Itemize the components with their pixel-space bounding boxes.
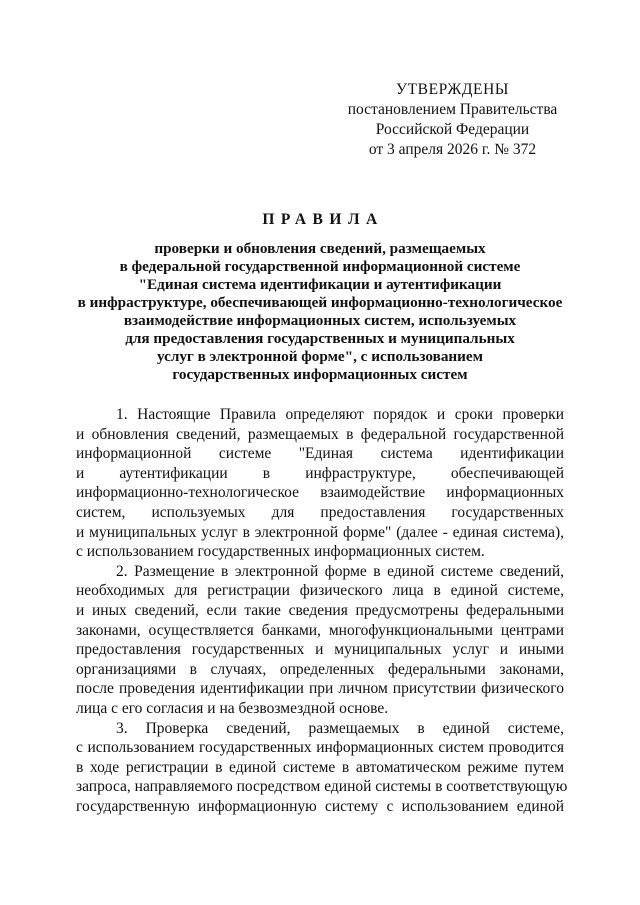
subtitle-line: проверки и обновления сведений, размещаемых <box>154 240 486 257</box>
paragraph-line: и аутентификации в инфраструктуре, обеспечивающей <box>76 464 564 482</box>
approval-stamp: УТВЕРЖДЕНЫ <box>396 81 509 98</box>
paragraph-line: законами, осуществляется банками, многофункциональными центрами <box>76 621 564 639</box>
paragraph-line: информационно-технологическое взаимодействие информационных <box>76 484 564 502</box>
paragraph-line: и муниципальных услуг в электронной форме" (далее - единая система), <box>76 523 564 541</box>
paragraph-line: предоставления государственных и муниципальных услуг и иными <box>76 641 564 659</box>
document-subtitle <box>60 240 580 384</box>
paragraph-3 <box>76 719 568 817</box>
paragraph-line: систем, используемых для предоставления государственных <box>76 503 564 521</box>
approval-line: Российской Федерации <box>375 121 530 138</box>
paragraph-line: лица с его согласия и на безвозмездной основе. <box>76 699 389 717</box>
paragraph-line: 3. Проверка сведений, размещаемых в единой системе, <box>116 719 564 737</box>
paragraph-line: и обновления сведений, размещаемых в федеральной государственной <box>76 425 564 443</box>
subtitle-line: в федеральной государственной информационной системе <box>119 258 521 275</box>
paragraph-line: в ходе регистрации в единой системе в автоматическом режиме путем <box>76 758 564 776</box>
subtitle-line: для предоставления государственных и муниципальных <box>125 330 515 347</box>
paragraph-1 <box>76 405 564 562</box>
paragraph-line: запроса, направляемого посредством единой системы в соответствующую <box>76 778 568 796</box>
paragraph-line: 1. Настоящие Правила определяют порядок и сроки проверки <box>116 406 564 423</box>
paragraph-line: после проведения идентификации при личном присутствии физического <box>76 680 564 698</box>
paragraph-line: информационной системе "Единая система идентификации <box>76 445 564 463</box>
paragraph-line: и иных сведений, если такие сведения предусмотрены федеральными <box>76 601 564 619</box>
approval-line: постановлением Правительства <box>347 101 558 118</box>
subtitle-line: "Единая система идентификации и аутентификации <box>138 276 502 293</box>
approval-block <box>340 80 565 160</box>
paragraph-line: организациями в случаях, определенных федеральными законами, <box>76 660 564 678</box>
paragraph-line: необходимых для регистрации физического лица в единой системе, <box>76 582 564 600</box>
paragraph-line: с использованием государственных информационных систем. <box>76 543 485 561</box>
paragraph-line: с использованием государственных информационных систем проводится <box>76 739 564 757</box>
subtitle-line: государственных информационных систем <box>172 366 468 383</box>
approval-line: от 3 апреля 2026 г. № 372 <box>368 141 537 158</box>
paragraph-line: государственную информационную систему с использованием единой <box>76 797 564 815</box>
subtitle-line: в инфраструктуре, обеспечивающей информационно-технологическое <box>77 294 563 311</box>
subtitle-line: услуг в электронной форме", с использованием <box>156 348 484 365</box>
subtitle-line: взаимодействие информационных систем, используемых <box>123 312 517 329</box>
document-title: ПРАВИЛА <box>262 211 384 228</box>
document-body <box>76 405 568 816</box>
paragraph-line: 2. Размещение в электронной форме в единой системе сведений, <box>116 562 564 580</box>
paragraph-2 <box>76 562 564 719</box>
